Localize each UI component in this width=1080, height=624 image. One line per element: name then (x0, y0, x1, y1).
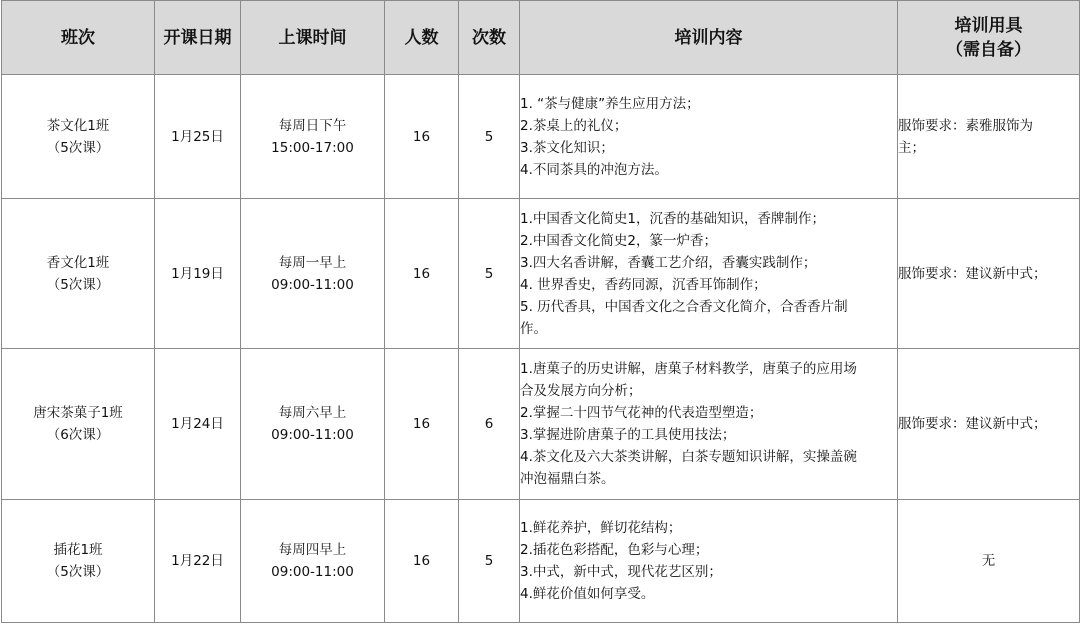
class-cell (2, 75, 155, 199)
class-name: 插花1班 (53, 542, 103, 558)
tools-cell (898, 349, 1080, 500)
session-count: 5 (459, 199, 520, 349)
content-line: 2.茶桌上的礼仪； (520, 117, 628, 134)
content-line: 3.掌握进阶唐菓子的工具使用技法； (520, 427, 736, 443)
content-cell (520, 500, 898, 623)
people-count: 16 (385, 75, 459, 199)
content-cell (520, 349, 898, 500)
class-note: （6次课） (46, 427, 110, 443)
content-line: 2.中国香文化简史2，篆一炉香； (520, 232, 717, 249)
class-cell (2, 199, 155, 349)
header-sessions: 次数 (459, 1, 520, 75)
time-range: 09:00-11:00 (271, 276, 354, 293)
start-date: 1月19日 (155, 199, 241, 349)
time-cell (241, 199, 385, 349)
class-note: （5次课） (46, 564, 110, 580)
content-cell (520, 75, 898, 199)
class-note: （5次课） (46, 276, 110, 293)
tools-line: 无 (981, 553, 996, 569)
table-row (2, 199, 1080, 349)
content-line: 4.不同茶具的冲泡方法。 (520, 161, 668, 178)
class-name: 唐宋茶菓子1班 (33, 405, 123, 421)
class-name: 香文化1班 (46, 254, 110, 271)
content-line: 3.中式，新中式，现代花艺区别； (520, 564, 722, 580)
table-row (2, 349, 1080, 500)
content-line: 4.茶文化及六大茶类讲解，白茶专题知识讲解，实操盖碗 (520, 449, 857, 465)
table-row (2, 75, 1080, 199)
tools-line: 服饰要求：建议新中式； (898, 416, 1047, 432)
time-cell (241, 500, 385, 623)
content-cell (520, 199, 898, 349)
session-count: 5 (459, 75, 520, 199)
time-cell (241, 75, 385, 199)
time-day: 每周六早上 (278, 405, 347, 421)
header-time: 上课时间 (241, 1, 385, 75)
time-day: 每周一早上 (278, 254, 347, 271)
tools-cell (898, 75, 1080, 199)
header-content: 培训内容 (520, 1, 898, 75)
people-count: 16 (385, 199, 459, 349)
content-line: 2.掌握二十四节气花神的代表造型塑造； (520, 405, 763, 421)
time-range: 09:00-11:00 (271, 564, 354, 580)
start-date: 1月25日 (155, 75, 241, 199)
content-line: 3.茶文化知识； (520, 139, 614, 156)
time-day: 每周四早上 (278, 542, 347, 558)
time-range: 15:00-17:00 (271, 139, 354, 156)
content-line: 1. “茶与健康”养生应用方法； (520, 95, 700, 112)
people-count: 16 (385, 500, 459, 623)
session-count: 6 (459, 349, 520, 500)
content-line: 冲泡福鼎白茶。 (520, 471, 615, 487)
header-tools (898, 1, 1080, 75)
tools-line: 服饰要求：素雅服饰为 (898, 117, 1033, 134)
content-line: 1.鲜花养护，鲜切花结构； (520, 520, 682, 536)
content-line: 4.鲜花价值如何享受。 (520, 586, 655, 602)
content-line: 合及发展方向分析； (520, 383, 642, 399)
content-line: 4. 世界香史，香药同源，沉香耳饰制作； (520, 276, 767, 293)
table-row (2, 500, 1080, 623)
class-name: 茶文化1班 (46, 117, 110, 134)
header-start-date: 开课日期 (155, 1, 241, 75)
time-range: 09:00-11:00 (271, 427, 354, 443)
header-people: 人数 (385, 1, 459, 75)
class-note: （5次课） (46, 139, 110, 156)
content-line: 5. 历代香具，中国香文化之合香文化简介，合香香片制 (520, 298, 848, 315)
header-class: 班次 (2, 1, 155, 75)
start-date: 1月22日 (155, 500, 241, 623)
tools-cell (898, 199, 1080, 349)
header-tools-line2: （需自备） (946, 39, 1031, 60)
tools-line: 服饰要求：建议新中式； (898, 265, 1047, 282)
session-count: 5 (459, 500, 520, 623)
time-day: 每周日下午 (278, 117, 347, 134)
time-cell (241, 349, 385, 500)
content-line: 作。 (520, 320, 547, 337)
course-schedule-table (1, 0, 1080, 623)
content-line: 1.中国香文化简史1，沉香的基础知识，香牌制作； (520, 210, 825, 227)
content-line: 1.唐菓子的历史讲解，唐菓子材料教学，唐菓子的应用场 (520, 361, 857, 377)
header-tools-line1: 培训用具 (954, 15, 1023, 36)
class-cell (2, 500, 155, 623)
tools-line: 主； (898, 139, 925, 156)
header-row (2, 1, 1080, 75)
start-date: 1月24日 (155, 349, 241, 500)
content-line: 3.四大名香讲解，香囊工艺介绍，香囊实践制作； (520, 254, 817, 271)
content-line: 2.插花色彩搭配，色彩与心理； (520, 542, 709, 558)
class-cell (2, 349, 155, 500)
tools-cell (898, 500, 1080, 623)
people-count: 16 (385, 349, 459, 500)
